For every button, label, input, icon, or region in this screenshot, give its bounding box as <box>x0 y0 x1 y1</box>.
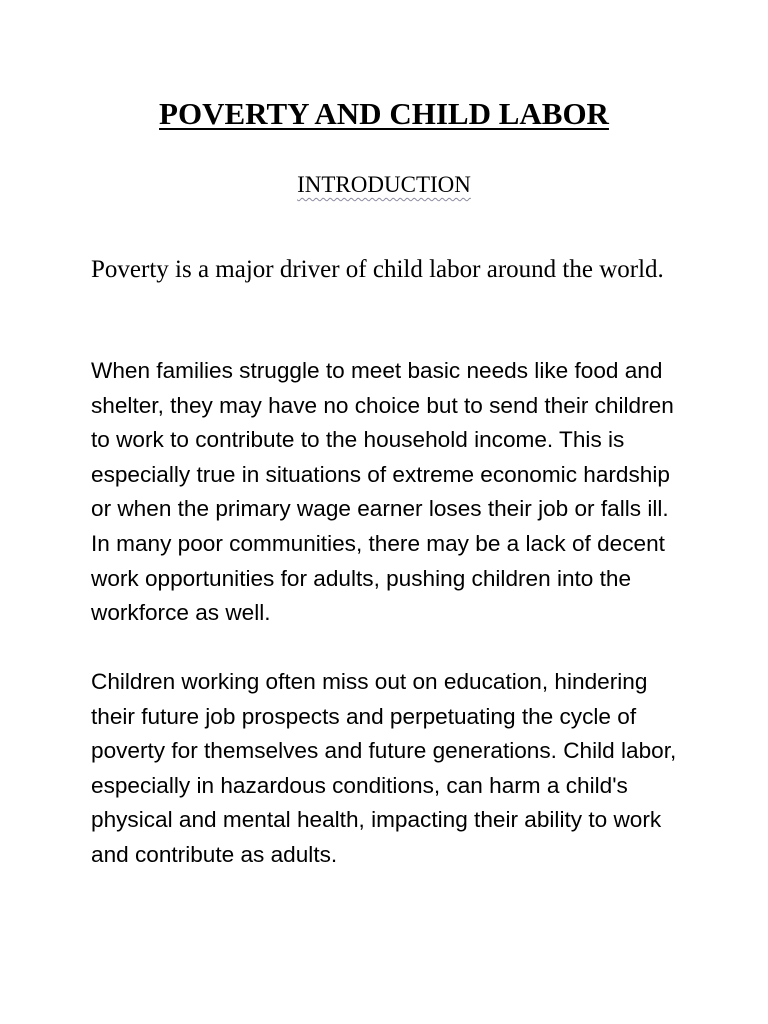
document-title: POVERTY AND CHILD LABOR <box>159 96 609 131</box>
body-paragraph-2: Children working often miss out on education, hindering their future job prospects and perpetuating the cycle of poverty for themselves and future generations. Child labor, especially in hazardous conditions, can harm a child's physical and mental health, impacting their ability to work and contribute as adults. <box>91 669 677 867</box>
body-paragraph-1: When families struggle to meet basic needs like food and shelter, they may have no choice but to send their children to work to contribute to the household income. This is especially true in situations of extreme economic hardship or when the primary wage earner loses their job or falls ill. In many poor communities, there may be a lack of decent work opportunities for adults, pushing children into the workforce as well. <box>91 358 674 626</box>
section-heading-text: INTRODUCTION <box>297 172 471 197</box>
section-heading <box>0 168 768 202</box>
intro-paragraph: Poverty is a major driver of child labor around the world. <box>91 256 664 283</box>
